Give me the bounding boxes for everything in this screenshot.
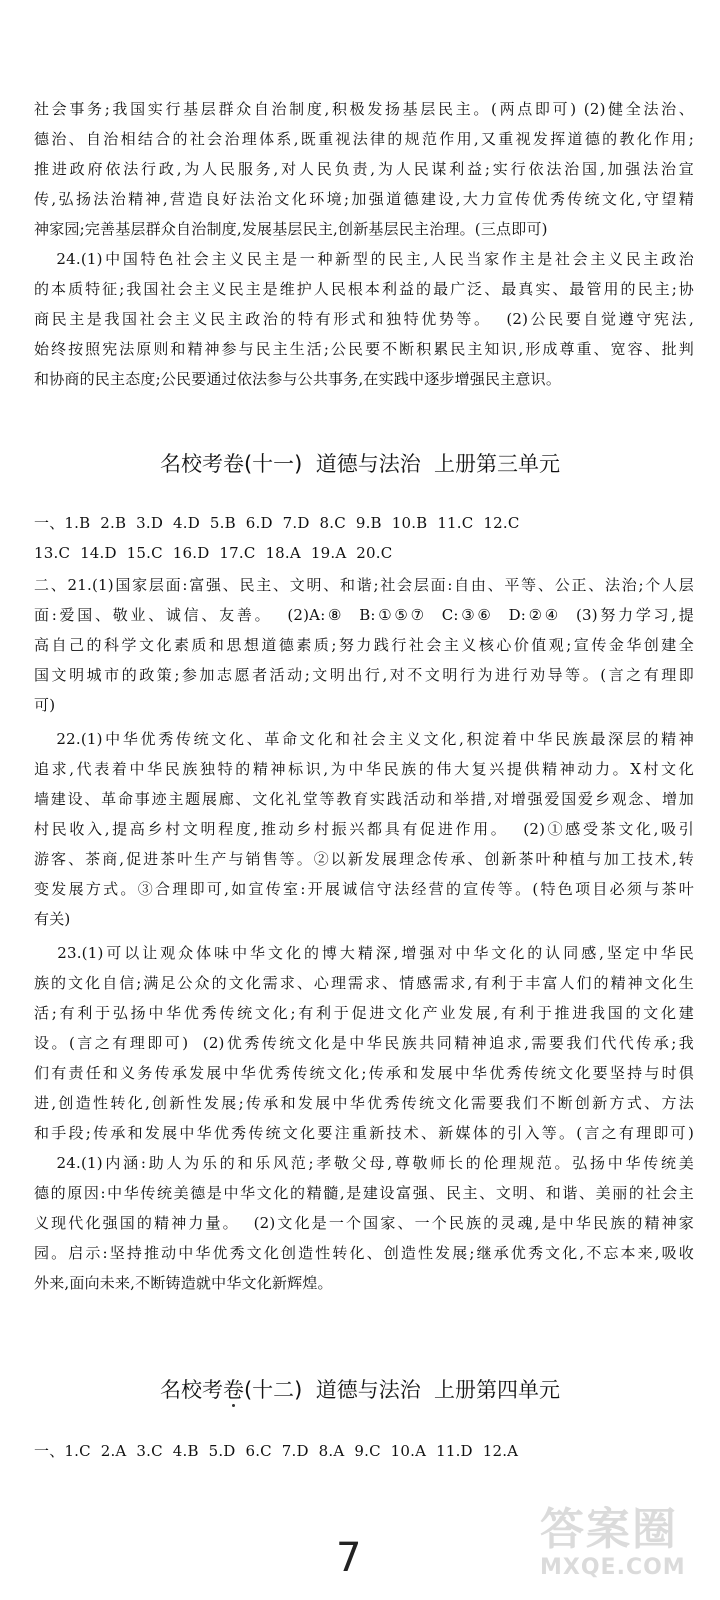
text-line: 22.(1)中华优秀传统文化、革命文化和社会主义文化,积淀着中华民族最深层的精神 <box>34 730 694 748</box>
text-line: 神家园;完善基层群众自治制度,发展基层民主,创新基层民主治理。(三点即可) <box>34 220 548 238</box>
text-line: 推进政府依法行政,为人民服务,对人民负责,为人民谋利益;实行依法治国,加强法治宣 <box>34 160 694 178</box>
text-line: 面:爱国、敬业、诚信、友善。 (2)A:⑧ B:①⑤⑦ C:③⑥ D:②④ (3)努力学习,提 <box>34 606 694 624</box>
text-line: 村民收入,提高乡村文明程度,推动乡村振兴都具有促进作用。 (2)①感受茶文化,吸引 <box>34 820 694 838</box>
watermark-logo <box>540 1505 710 1595</box>
text-line: 24.(1)中国特色社会主义民主是一种新型的民主,人民当家作主是社会主义民主政治 <box>34 250 694 268</box>
choice-answers-line: 一、1.B 2.B 3.D 4.D 5.B 6.D 7.D 8.C 9.B 10.B 11.C 12.C <box>34 514 520 532</box>
text-line: 外来,面向未来,不断铸造就中华文化新辉煌。 <box>34 1274 333 1292</box>
text-line: 的本质特征;我国社会主义民主是维护人民根本利益的最广泛、最真实、最管用的民主;协 <box>34 280 694 298</box>
text-line: 德治、自治相结合的社会治理体系,既重视法律的规范作用,又重视发挥道德的教化作用; <box>34 130 694 148</box>
text-line: 高自己的科学文化素质和思想道德素质;努力践行社会主义核心价值观;宣传金华创建全 <box>34 636 694 654</box>
answer-block-twelve <box>34 1436 694 1466</box>
section-title-eleven: 名校考卷(十一) 道德与法治 上册第三单元 <box>159 452 561 476</box>
text-line: 二、21.(1)国家层面:富强、民主、文明、和谐;社会层面:自由、平等、公正、法治;个人层 <box>34 576 694 594</box>
text-line: 和手段;传承和发展中华优秀传统文化要注重新技术、新媒体的引入等。(言之有理即可) <box>34 1124 694 1142</box>
text-line: 义现代化强国的精神力量。 (2)文化是一个国家、一个民族的灵魂,是中华民族的精神家 <box>34 1214 694 1232</box>
text-line: 始终按照宪法原则和精神参与民主生活;公民要不断积累民主知识,形成尊重、宽容、批判 <box>34 340 694 358</box>
stray-dot <box>232 1404 235 1407</box>
text-line: 社会事务;我国实行基层群众自治制度,积极发扬基层民主。(两点即可) (2)健全法治、 <box>34 100 694 118</box>
text-line: 可) <box>34 696 56 714</box>
watermark-title: 答案圈 <box>540 1504 678 1555</box>
text-line: 进,创造性转化,创新性发展;传承和发展中华优秀传统文化需要我们不断创新方式、方法 <box>34 1094 694 1112</box>
text-line: 活;有利于弘扬中华优秀传统文化;有利于促进文化产业发展,有利于推进我国的文化建 <box>34 1004 694 1022</box>
text-line: 有关) <box>34 910 71 928</box>
answer-block-eleven <box>34 508 694 1298</box>
text-line: 国文明城市的政策;参加志愿者活动;文明出行,对不文明行为进行劝导等。(言之有理即 <box>34 666 694 684</box>
answer-block-continued <box>34 94 694 394</box>
text-line: 族的文化自信;满足公众的文化需求、心理需求、情感需求,有利于丰富人们的精神文化生 <box>34 974 694 992</box>
section-title-twelve: 名校考卷(十二) 道德与法治 上册第四单元 <box>159 1378 561 1402</box>
text-line: 园。启示:坚持推动中华优秀文化创造性转化、创造性发展;继承优秀文化,不忘本来,吸收 <box>34 1244 694 1262</box>
text-line: 游客、茶商,促进茶叶生产与销售等。②以新发展理念传承、创新茶叶种植与加工技术,转 <box>34 850 694 868</box>
choice-answers-line: 一、1.C 2.A 3.C 4.B 5.D 6.C 7.D 8.A 9.C 10.A 11.D 12.A <box>34 1442 519 1460</box>
text-line: 23.(1)可以让观众体味中华文化的博大精深,增强对中华文化的认同感,坚定中华民 <box>34 944 694 962</box>
text-line: 们有责任和义务传承发展中华优秀传统文化;传承和发展中华优秀传统文化要坚持与时俱 <box>34 1064 694 1082</box>
text-line: 变发展方式。③合理即可,如宣传室:开展诚信守法经营的宣传等。(特色项目必须与茶叶 <box>34 880 694 898</box>
choice-answers-line: 13.C 14.D 15.C 16.D 17.C 18.A 19.A 20.C <box>34 544 393 562</box>
text-line: 商民主是我国社会主义民主政治的特有形式和独特优势等。 (2)公民要自觉遵守宪法, <box>34 310 694 328</box>
text-line: 德的原因:中华传统美德是中华文化的精髓,是建设富强、民主、文明、和谐、美丽的社会主 <box>34 1184 694 1202</box>
text-line: 墙建设、革命事迹主题展廊、文化礼堂等教育实践活动和举措,对增强爱国爱乡观念、增加 <box>34 790 694 808</box>
page-number: 7 <box>336 1535 362 1581</box>
text-line: 追求,代表着中华民族独特的精神标识,为中华民族的伟大复兴提供精神动力。X村文化 <box>34 760 694 778</box>
text-line: 传,弘扬法治精神,营造良好法治文化环境;加强道德建设,大力宣传优秀传统文化,守望精 <box>34 190 694 208</box>
watermark-url: MXQE.COM <box>540 1555 686 1580</box>
text-line: 设。(言之有理即可) (2)优秀传统文化是中华民族共同精神追求,需要我们代代传承;我 <box>34 1034 694 1052</box>
text-line: 24.(1)内涵:助人为乐的和乐风范;孝敬父母,尊敬师长的伦理规范。弘扬中华传统美 <box>34 1154 694 1172</box>
text-line: 和协商的民主态度;公民要通过依法参与公共事务,在实践中逐步增强民主意识。 <box>34 370 562 388</box>
